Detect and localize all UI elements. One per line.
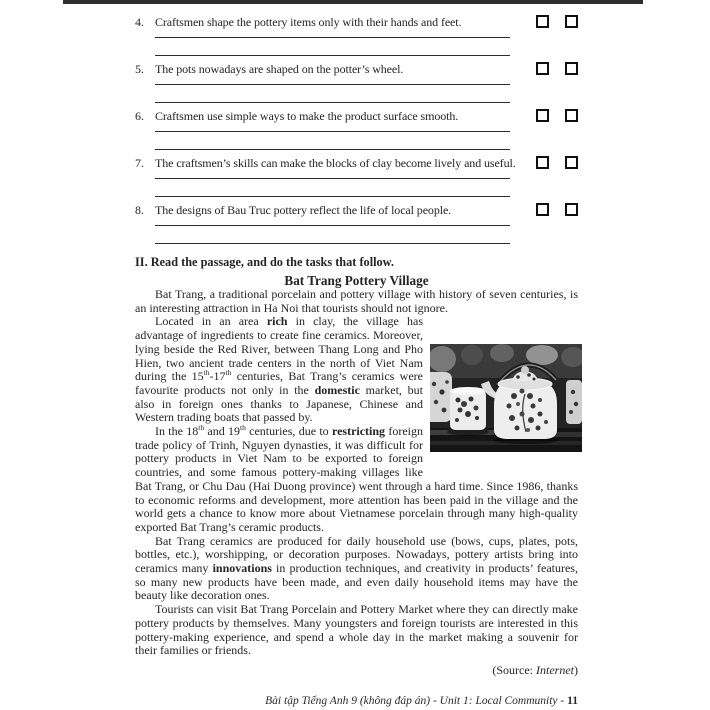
passage-text-run: market, but also in foreign ones thanks to Japanese, Chinese and Western trading boats that passed by. [135,382,423,425]
section-heading: II. Read the passage, and do the tasks that follow. [135,255,394,269]
answer-checkboxes [536,109,578,122]
passage-text-run: th [203,368,210,378]
item-number: 6. [135,109,144,123]
item-row [135,62,578,84]
footer-page-number: 11 [567,694,578,707]
passage-text-run: In the 18 [155,424,199,439]
true-false-item [135,156,578,203]
footer-text: Bài tập Tiếng Anh 9 (không đáp án) - Unit 1: Local Community - [265,694,568,707]
passage-paragraph [135,315,578,425]
passage-photo [430,344,582,452]
source-suffix: ) [574,662,578,677]
passage-title: Bat Trang Pottery Village [284,273,429,288]
passage-text-run: Bat Trang, a traditional porcelain and pottery village with history of seven centuries, is an interesting attraction in Ha Noi that tourists should not ignore. [135,287,578,315]
top-rule [63,0,643,4]
passage-text-run: Bat Trang ceramics are produced for daily household use (bows, cups, plates, pots, bottles, etc.), worshipping, or decoration purposes. Nowadays, pottery artists bring into ceramics many [135,533,578,576]
passage-paragraph [135,288,578,315]
item-number: 7. [135,156,144,170]
item-statement: Craftsmen use simple ways to make the product surface smooth. [155,109,459,123]
false-checkbox[interactable] [565,203,578,216]
page-content [135,13,578,708]
item-statement: Craftsmen shape the pottery items only with their hands and feet. [155,15,462,29]
true-checkbox[interactable] [536,156,549,169]
true-false-item [135,62,578,109]
teapot-photo-graphic [430,344,582,452]
passage-text-run: rich [266,314,288,329]
source-line [135,663,578,677]
answer-checkboxes [536,62,578,75]
passage-paragraph [135,603,578,658]
item-number: 8. [135,203,144,217]
passage-text-run: innovations [212,561,272,576]
false-checkbox[interactable] [565,15,578,28]
passage-text-run: in production techniques, and creativity in products’ features, so many new products have been made, and even daily household items may have the beauty like decoration ones. [135,561,578,603]
true-checkbox[interactable] [536,15,549,28]
true-false-exercise [135,15,578,250]
false-checkbox[interactable] [565,156,578,169]
answer-checkboxes [536,156,578,169]
source-prefix: (Source: [492,662,536,677]
answer-line[interactable] [155,37,510,55]
passage-text-run: restricting [331,424,386,439]
answer-line[interactable] [155,178,510,196]
false-checkbox[interactable] [565,62,578,75]
answer-checkboxes [536,15,578,28]
passage-text-run: foreign trade policy of Trinh, Nguyen dynasties, it was difficult for pottery products in Viet Nam to be exported to foreign countries, and some famous pottery-making villages like Bat Trang, or Chu Dau (Hai Duong province) went through a hard time. Since 1986, thanks to economic reforms and development, more attention has been paid in the village and the world gets a chance to know more about Vietnamese porcelain through many high-quality exported Bat Trang’s ceramic products. [135,424,578,534]
item-row [135,203,578,225]
item-statement: The craftsmen’s skills can make the blocks of clay become lively and useful. [155,156,516,170]
passage-text-run: th [239,423,246,433]
passage-text-run: -17 [209,369,226,384]
passage-text-run: Located in an area [155,314,267,329]
source-name: Internet [536,662,574,677]
passage-text-run: th [198,423,205,433]
true-checkbox[interactable] [536,109,549,122]
passage-text-run: centuries, due to [245,424,332,439]
item-statement: The designs of Bau Truc pottery reflect the life of local people. [155,203,452,217]
item-number: 4. [135,15,144,29]
answer-line[interactable] [155,84,510,102]
answer-line[interactable] [155,225,510,243]
answer-checkboxes [536,203,578,216]
true-checkbox[interactable] [536,203,549,216]
answer-line[interactable] [155,131,510,149]
passage-paragraph [135,535,578,604]
passage [135,288,578,658]
true-checkbox[interactable] [536,62,549,75]
passage-text-run: centuries, Bat Trang’s ceramics were favourite products not only in the [135,369,423,397]
item-number: 5. [135,62,144,76]
item-statement: The pots nowadays are shaped on the potter’s wheel. [155,62,404,76]
true-false-item [135,109,578,156]
passage-text-run: in clay, the village has advantage of ingredients to create fine ceramics. Moreover, lying beside the Red River, between Thang Long and Pho Hien, two ancient trade centers in the north of Viet Nam during the 15 [135,314,423,384]
item-row [135,109,578,131]
answer-line[interactable] [155,243,510,252]
item-row [135,156,578,178]
passage-text-run: th [225,368,232,378]
passage-text-run: and 19 [204,424,240,439]
passage-text-run: domestic [314,382,360,397]
item-row [135,15,578,37]
passage-text-run: Tourists can visit Bat Trang Porcelain and Pottery Market where they can directly make pottery products by themselves. Many youngsters and foreign tourists are interested in this pottery-making experience, and spend a whole day in the market making a souvenir for their families or friends. [135,602,578,658]
page-footer [135,694,578,708]
true-false-item [135,203,578,250]
false-checkbox[interactable] [565,109,578,122]
true-false-item [135,15,578,62]
